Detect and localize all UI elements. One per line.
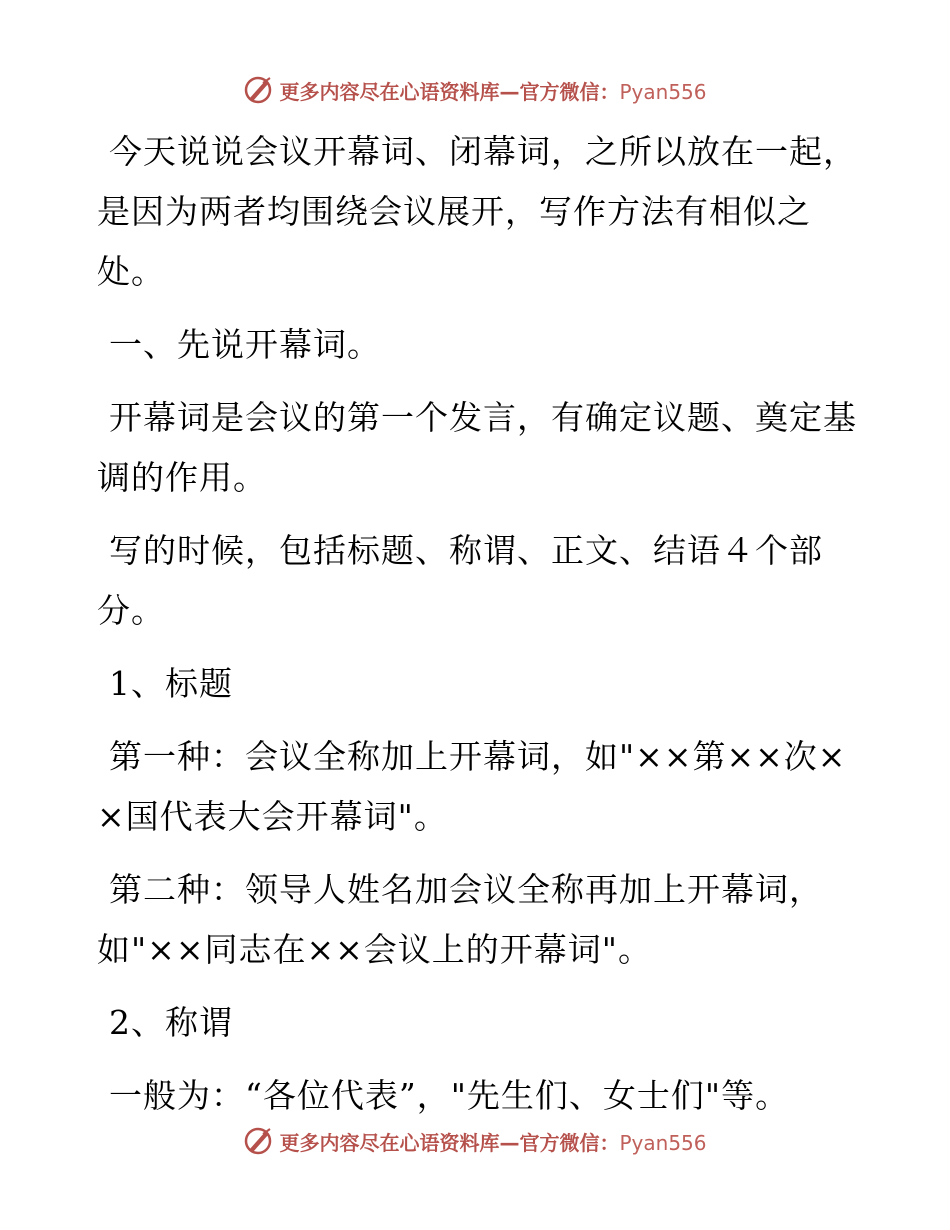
header-watermark-banner <box>0 70 950 110</box>
heading-title-section: 1、标题 <box>109 664 233 703</box>
paragraph-four-parts: 写的时候，包括标题、称谓、正文、结语４个部分。 <box>97 531 823 630</box>
footer-watermark-handle: Pyan556 <box>619 1130 707 1155</box>
footer-watermark-text: 更多内容尽在心语资料库—官方微信：Pyan556 <box>279 1130 707 1155</box>
paragraph-salutation-example: 一般为：“各位代表”，"先生们、女士们"等。 <box>109 1076 790 1115</box>
quill-pen-logo-icon <box>243 75 273 105</box>
paragraph-intro: 今天说说会议开幕词、闭幕词，之所以放在一起，是因为两者均围绕会议展开，写作方法有相似之处。 <box>97 132 857 291</box>
heading-opening-speech: 一、先说开幕词。 <box>109 325 381 364</box>
document-body <box>97 122 857 1139</box>
paragraph-title-type-two: 第二种：领导人姓名加会议全称再加上开幕词，如"××同志在××会议上的开幕词"。 <box>97 870 823 969</box>
header-watermark-text: 更多内容尽在心语资料库—官方微信：Pyan556 <box>279 79 707 104</box>
footer-watermark-banner <box>0 1121 950 1161</box>
paragraph-opening-definition: 开幕词是会议的第一个发言，有确定议题、奠定基调的作用。 <box>97 398 857 497</box>
header-watermark-handle: Pyan556 <box>619 79 707 104</box>
heading-salutation-section: 2、称谓 <box>109 1003 233 1042</box>
paragraph-title-type-one: 第一种：会议全称加上开幕词，如"××第××次××国代表大会开幕词"。 <box>97 737 847 836</box>
quill-pen-logo-icon <box>243 1126 273 1156</box>
